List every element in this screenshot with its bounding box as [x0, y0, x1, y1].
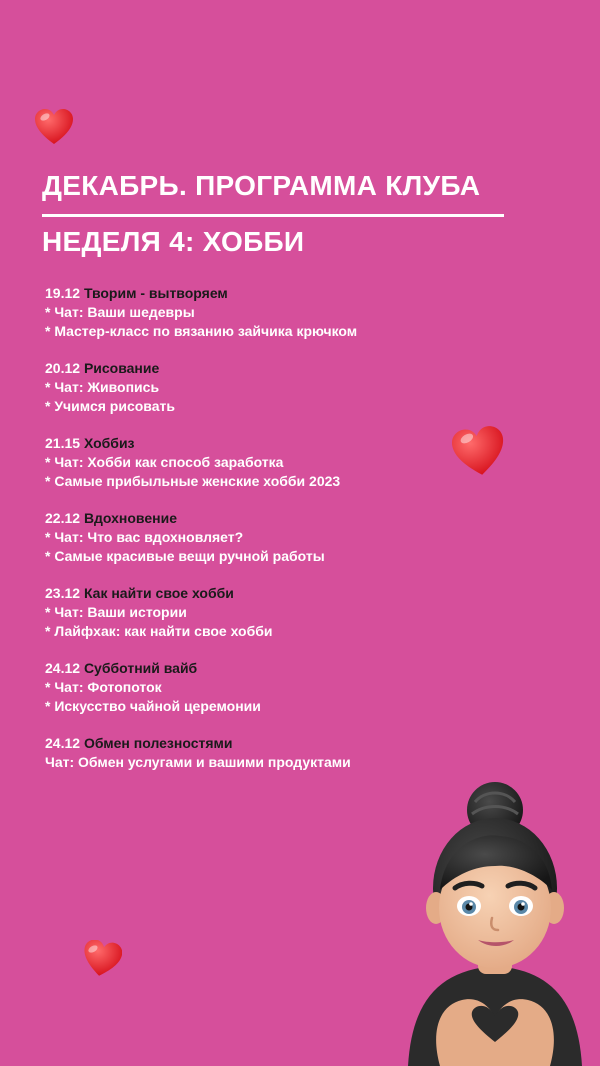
day-heading: [45, 659, 465, 678]
day-date: 21.15: [45, 435, 81, 451]
day-date: 24.12: [45, 735, 81, 751]
day-item: * Чат: Фотопоток: [45, 679, 162, 695]
day-topic: Вдохновение: [83, 510, 177, 526]
schedule-day: [45, 434, 465, 491]
day-item: * Чат: Живопись: [45, 379, 160, 395]
day-heading: [45, 734, 465, 753]
day-date: 22.12: [45, 510, 81, 526]
schedule-list: [45, 284, 465, 790]
day-heading: [45, 284, 465, 303]
schedule-day: [45, 509, 465, 566]
day-heading: [45, 434, 465, 453]
day-item: * Искусство чайной церемонии: [45, 698, 261, 714]
heart-icon: [34, 108, 74, 146]
day-item: * Самые красивые вещи ручной работы: [45, 548, 325, 564]
schedule-day: [45, 584, 465, 641]
schedule-day: [45, 284, 465, 341]
day-item: * Чат: Хобби как способ заработка: [45, 454, 284, 470]
day-topic: Хоббиз: [83, 435, 135, 451]
day-item: * Чат: Ваши истории: [45, 604, 187, 620]
day-item: Чат: Обмен услугами и вашими продуктами: [45, 754, 351, 770]
day-date: 20.12: [45, 360, 81, 376]
memoji-avatar: [400, 780, 590, 1066]
page-subtitle: НЕДЕЛЯ 4: ХОББИ: [42, 226, 305, 257]
day-item: * Мастер-класс по вязанию зайчика крючком: [45, 323, 358, 339]
day-date: 19.12: [45, 285, 81, 301]
heart-icon: [82, 940, 122, 978]
page-title: ДЕКАБРЬ. ПРОГРАММА КЛУБА: [42, 170, 481, 201]
title-divider: [42, 214, 504, 217]
day-heading: [45, 584, 465, 603]
schedule-day: [45, 734, 465, 772]
day-topic: Рисование: [83, 360, 160, 376]
schedule-day: [45, 659, 465, 716]
day-topic: Обмен полезностями: [83, 735, 233, 751]
day-item: * Чат: Ваши шедевры: [45, 304, 195, 320]
day-topic: Как найти свое хобби: [83, 585, 234, 601]
day-heading: [45, 509, 465, 528]
day-date: 24.12: [45, 660, 81, 676]
day-item: * Учимся рисовать: [45, 398, 175, 414]
day-item: * Самые прибыльные женские хобби 2023: [45, 473, 341, 489]
day-topic: Субботний вайб: [83, 660, 198, 676]
day-item: * Чат: Что вас вдохновляет?: [45, 529, 244, 545]
schedule-day: [45, 359, 465, 416]
day-topic: Творим - вытворяем: [83, 285, 228, 301]
day-heading: [45, 359, 465, 378]
day-item: * Лайфхак: как найти свое хобби: [45, 623, 273, 639]
day-date: 23.12: [45, 585, 81, 601]
